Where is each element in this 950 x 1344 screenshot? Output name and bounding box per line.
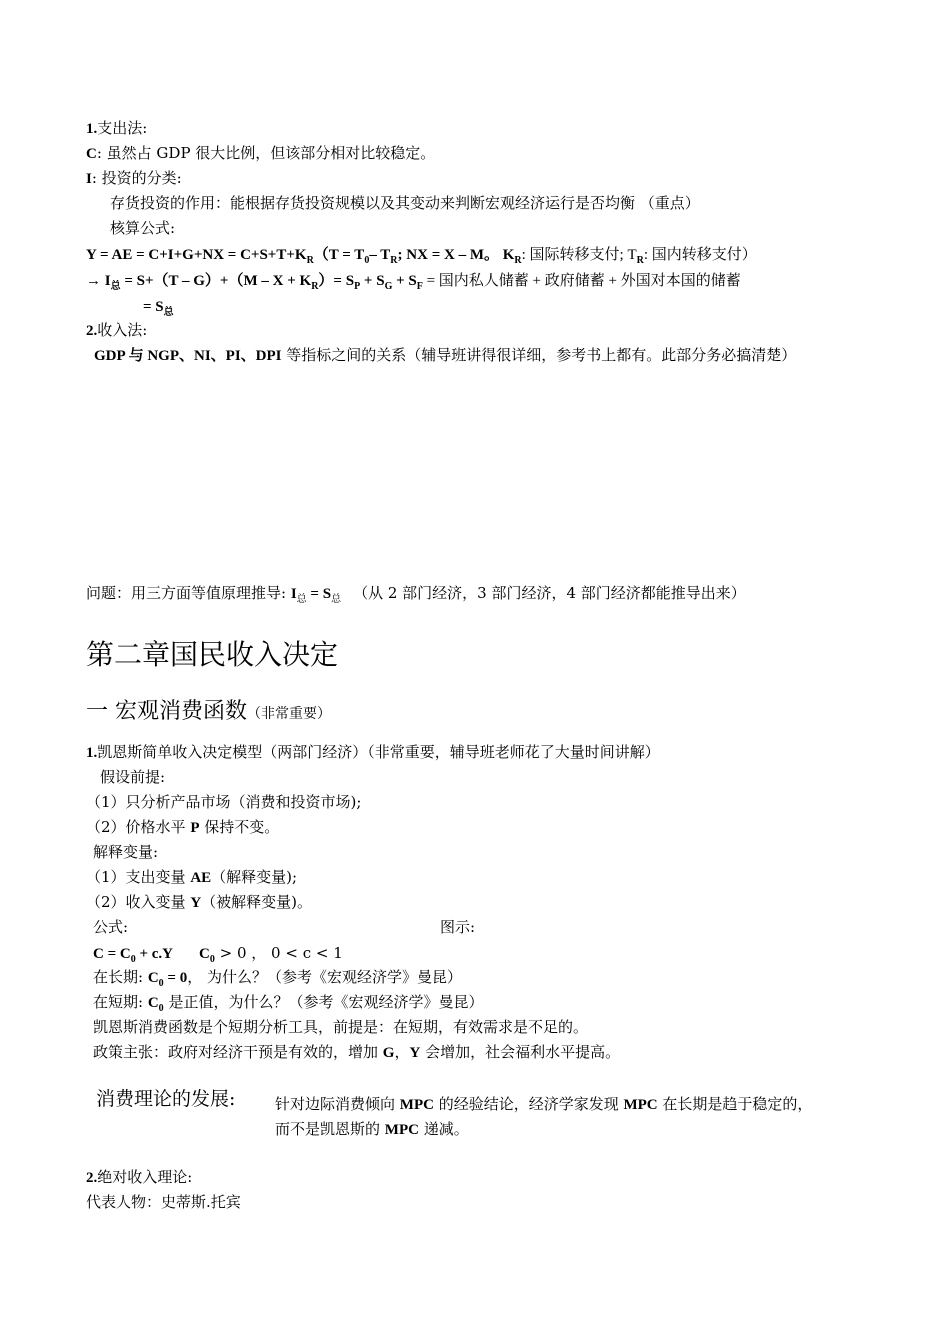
representative: 代表人物：史蒂斯.托宾	[86, 1193, 241, 1211]
policy-note: 政策主张：政府对经济干预是有效的，增加 G，Y 会增加，社会福利水平提高。	[93, 1043, 621, 1061]
development-line-1: 针对边际消费倾向 MPC 的经验结论，经济学家发现 MPC 在长期是趋于稳定的，	[275, 1095, 813, 1113]
inventory-note: 存货投资的作用：能根据存货投资规模以及其变动来判断宏观经济运行是否均衡 （重点）	[110, 194, 700, 212]
formula-label-2: 公式:	[93, 918, 129, 936]
section-title: 一 宏观消费函数（非常重要）	[86, 699, 331, 724]
consumption-function: $C = C_0 + c.Y$ $C_0 > 0$ ， 0 < c < 1	[93, 944, 343, 965]
keynes-heading: 1.凯恩斯简单收入决定模型（两部门经济）（非常重要，辅导班老师花了大量时间讲解）	[86, 743, 660, 761]
development-line-2: 而不是凯恩斯的 MPC 递减。	[275, 1120, 469, 1138]
formula-s-total: = $S_总$	[143, 299, 174, 318]
assumption-label: 假设前提:	[100, 768, 166, 786]
short-run-note: 在短期: $C_0$ 是正值，为什么？（参考《宏观经济学》曼昆）	[93, 993, 484, 1014]
absolute-income-heading: 2.绝对收入理论:	[86, 1168, 193, 1186]
section-heading-income: 2.收入法:	[86, 321, 148, 339]
long-run-note: 在长期: $C_0 = 0$， 为什么？（参考《宏观经济学》曼昆）	[93, 968, 463, 989]
explain-1: （1）支出变量 AE（解释变量);	[86, 868, 298, 886]
short-term-tool: 凯恩斯消费函数是个短期分析工具，前提是：在短期，有效需求是不足的。	[93, 1018, 589, 1036]
section-heading-expenditure: 1.支出法:	[86, 119, 148, 137]
formula-label: 核算公式:	[110, 219, 176, 237]
development-title: 消费理论的发展:	[96, 1088, 236, 1110]
explain-label: 解释变量:	[93, 843, 159, 861]
formula-gdp: Y = AE = $C+I+G+NX = C+S+T+K_R(T = T_0-$ $T_R$; NX = X – M。 $K_R$: 国际转移支付; $T_R$: 国内转移支付）	[86, 247, 757, 266]
assumption-2: （2）价格水平 P 保持不变。	[86, 818, 280, 836]
figure-label: 图示:	[440, 918, 476, 936]
c-description: C: 虽然占 GDP 很大比例，但该部分相对比较稳定。	[86, 144, 436, 162]
chapter-title: 第二章国民收入决定	[86, 638, 339, 671]
income-description: GDP 与 NGP、NI、PI、DPI 等指标之间的关系（辅导班讲得很详细，参考书上都有。此部分务必搞清楚）	[94, 346, 797, 364]
explain-2: （2）收入变量 Y（被解释变量)。	[86, 893, 313, 911]
i-description: I: 投资的分类:	[86, 169, 182, 187]
question-line: 问题：用三方面等值原理推导: $I_总 = S_总$ （从 2 部门经济，3 部门经济，4 部门经济都能推导出来）	[86, 584, 746, 605]
formula-investment: → $I_总 = S+(T - G)+(M - X + K_R)= S_P + S_G + S_F$ = 国内私人储蓄 + 政府储蓄 + 外国对本国的储蓄	[86, 273, 741, 292]
assumption-1: （1）只分析产品市场（消费和投资市场);	[86, 793, 362, 811]
